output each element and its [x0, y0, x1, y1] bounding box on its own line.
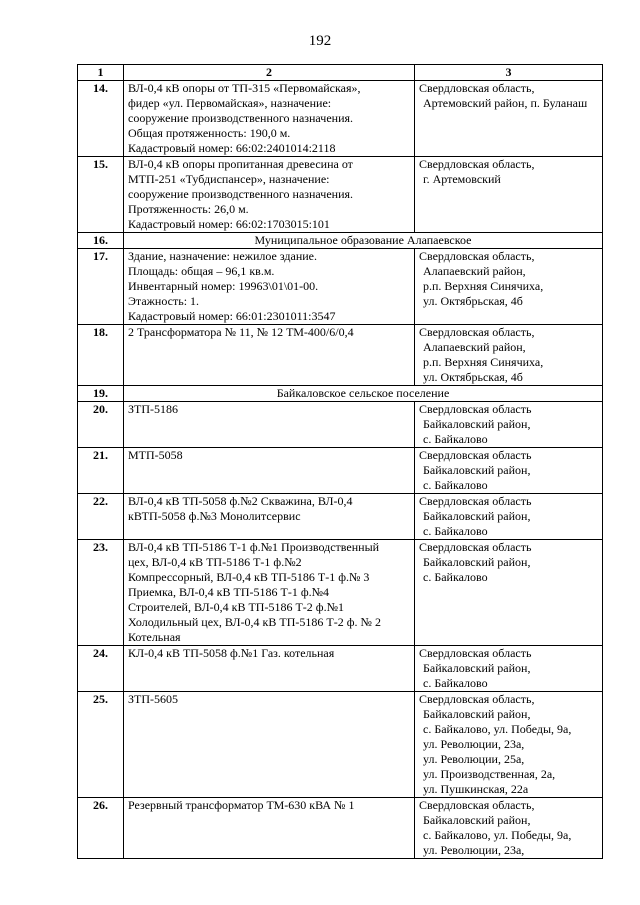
object-description [124, 494, 415, 540]
location-line: Байкаловский район, [423, 661, 531, 675]
location-line: Свердловская область [419, 448, 532, 462]
location-line: Свердловская область, [419, 325, 535, 339]
row-number: 25. [78, 692, 124, 798]
description-line: ВЛ-0,4 кВ опоры пропитанная древесина от [128, 157, 353, 171]
location-line: Байкаловский район, [423, 463, 531, 477]
object-description [124, 249, 415, 325]
location-line: с. Байкалово [423, 524, 488, 538]
row-number: 15. [78, 157, 124, 233]
object-description [124, 402, 415, 448]
object-location [415, 448, 603, 494]
location-line: р.п. Верхняя Синячиха, [423, 279, 544, 293]
table-row [78, 692, 603, 798]
location-line: Алапаевский район, [423, 264, 526, 278]
table-row [78, 798, 603, 859]
location-line: Байкаловский район, [423, 707, 531, 721]
location-line: г. Артемовский [423, 172, 501, 186]
location-line: Свердловская область [419, 646, 532, 660]
description-line: ВЛ-0,4 кВ опоры от ТП-315 «Первомайская», [128, 81, 361, 95]
description-line: цех, ВЛ-0,4 кВ ТП-5186 Т-1 ф.№2 [128, 555, 302, 569]
location-line: ул. Революции, 23а, [423, 737, 525, 751]
description-line: сооружение производственного назначения. [128, 187, 354, 201]
row-number: 26. [78, 798, 124, 859]
object-location [415, 692, 603, 798]
table-row [78, 325, 603, 386]
row-number: 24. [78, 646, 124, 692]
section-title: Байкаловское сельское поселение [124, 386, 603, 402]
object-description [124, 448, 415, 494]
description-line: ЗТП-5605 [128, 692, 179, 706]
description-line: фидер «ул. Первомайская», назначение: [128, 96, 332, 110]
description-line: МТП-251 «Тубдиспансер», назначение: [128, 172, 330, 186]
row-number: 18. [78, 325, 124, 386]
location-line: Байкаловский район, [423, 417, 531, 431]
column-header-1: 1 [78, 65, 124, 81]
location-line: с. Байкалово [423, 676, 488, 690]
location-line: с. Байкалово, ул. Победы, 9а, [423, 722, 572, 736]
table-row [78, 494, 603, 540]
object-description [124, 325, 415, 386]
row-number: 23. [78, 540, 124, 646]
row-number: 19. [78, 386, 124, 402]
object-description [124, 798, 415, 859]
location-line: с. Байкалово, ул. Победы, 9а, [423, 828, 572, 842]
location-line: Свердловская область, [419, 249, 535, 263]
table-row [78, 540, 603, 646]
page-number: 192 [308, 33, 332, 49]
property-registry-table [77, 64, 603, 859]
location-line: Свердловская область, [419, 692, 535, 706]
object-location [415, 249, 603, 325]
description-line: Кадастровый номер: 66:01:2301011:3547 [128, 309, 336, 323]
table-row [78, 646, 603, 692]
location-line: с. Байкалово [423, 432, 488, 446]
object-description [124, 81, 415, 157]
row-number: 16. [78, 233, 124, 249]
description-line: Этажность: 1. [128, 294, 200, 308]
object-location [415, 798, 603, 859]
table-row [78, 448, 603, 494]
location-line: ул. Октябрьская, 4б [423, 370, 523, 384]
location-line: Алапаевский район, [423, 340, 526, 354]
location-line: Байкаловский район, [423, 555, 531, 569]
row-number: 14. [78, 81, 124, 157]
table-row [78, 157, 603, 233]
table-body [78, 81, 603, 859]
location-line: Свердловская область, [419, 157, 535, 171]
description-line: Общая протяженность: 190,0 м. [128, 126, 291, 140]
location-line: с. Байкалово [423, 478, 488, 492]
description-line: кВТП-5058 ф.№3 Монолитсервис [128, 509, 301, 523]
location-line: Байкаловский район, [423, 813, 531, 827]
location-line: Артемовский район, п. Буланаш [423, 96, 588, 110]
table-header-row [78, 65, 603, 81]
table-row [78, 81, 603, 157]
description-line: Протяженность: 26,0 м. [128, 202, 249, 216]
location-line: ул. Революции, 23а, [423, 843, 525, 857]
object-location [415, 81, 603, 157]
object-location [415, 494, 603, 540]
location-line: ул. Пушкинская, 22а [423, 782, 529, 796]
description-line: Инвентарный номер: 19963\01\01-00. [128, 279, 319, 293]
object-location [415, 540, 603, 646]
object-location [415, 646, 603, 692]
table-row [78, 249, 603, 325]
description-line: 2 Трансформатора № 11, № 12 ТМ-400/6/0,4 [128, 325, 354, 339]
column-header-2: 2 [124, 65, 415, 81]
description-line: Компрессорный, ВЛ-0,4 кВ ТП-5186 Т-1 ф.№ 3 [128, 570, 370, 584]
location-line: Свердловская область [419, 402, 532, 416]
description-line: МТП-5058 [128, 448, 183, 462]
object-description [124, 540, 415, 646]
description-line: Площадь: общая – 96,1 кв.м. [128, 264, 275, 278]
location-line: ул. Производственная, 2а, [423, 767, 556, 781]
section-row [78, 386, 603, 402]
section-row [78, 233, 603, 249]
object-location [415, 325, 603, 386]
column-header-3: 3 [415, 65, 603, 81]
description-line: Приемка, ВЛ-0,4 кВ ТП-5186 Т-1 ф.№4 [128, 585, 330, 599]
location-line: ул. Октябрьская, 4б [423, 294, 523, 308]
object-location [415, 157, 603, 233]
description-line: Кадастровый номер: 66:02:2401014:2118 [128, 141, 336, 155]
object-description [124, 157, 415, 233]
row-number: 17. [78, 249, 124, 325]
location-line: Байкаловский район, [423, 509, 531, 523]
description-line: Здание, назначение: нежилое здание. [128, 249, 317, 263]
object-description [124, 692, 415, 798]
description-line: Холодильный цех, ВЛ-0,4 кВ ТП-5186 Т-2 ф. № 2 [128, 615, 381, 629]
description-line: Кадастровый номер: 66:02:1703015:101 [128, 217, 330, 231]
row-number: 20. [78, 402, 124, 448]
location-line: Свердловская область [419, 494, 532, 508]
description-line: Котельная [128, 630, 181, 644]
description-line: Строителей, ВЛ-0,4 кВ ТП-5186 Т-2 ф.№1 [128, 600, 345, 614]
description-line: сооружение производственного назначения. [128, 111, 354, 125]
location-line: р.п. Верхняя Синячиха, [423, 355, 544, 369]
object-location [415, 402, 603, 448]
description-line: КЛ-0,4 кВ ТП-5058 ф.№1 Газ. котельная [128, 646, 335, 660]
section-title: Муниципальное образование Алапаевское [124, 233, 603, 249]
table-row [78, 402, 603, 448]
row-number: 22. [78, 494, 124, 540]
location-line: Свердловская область [419, 540, 532, 554]
description-line: ЗТП-5186 [128, 402, 179, 416]
row-number: 21. [78, 448, 124, 494]
description-line: Резервный трансформатор ТМ-630 кВА № 1 [128, 798, 355, 812]
location-line: Свердловская область, [419, 798, 535, 812]
location-line: Свердловская область, [419, 81, 535, 95]
description-line: ВЛ-0,4 кВ ТП-5186 Т-1 ф.№1 Производственный [128, 540, 380, 554]
location-line: с. Байкалово [423, 570, 488, 584]
object-description [124, 646, 415, 692]
location-line: ул. Революции, 25а, [423, 752, 525, 766]
description-line: ВЛ-0,4 кВ ТП-5058 ф.№2 Скважина, ВЛ-0,4 [128, 494, 353, 508]
